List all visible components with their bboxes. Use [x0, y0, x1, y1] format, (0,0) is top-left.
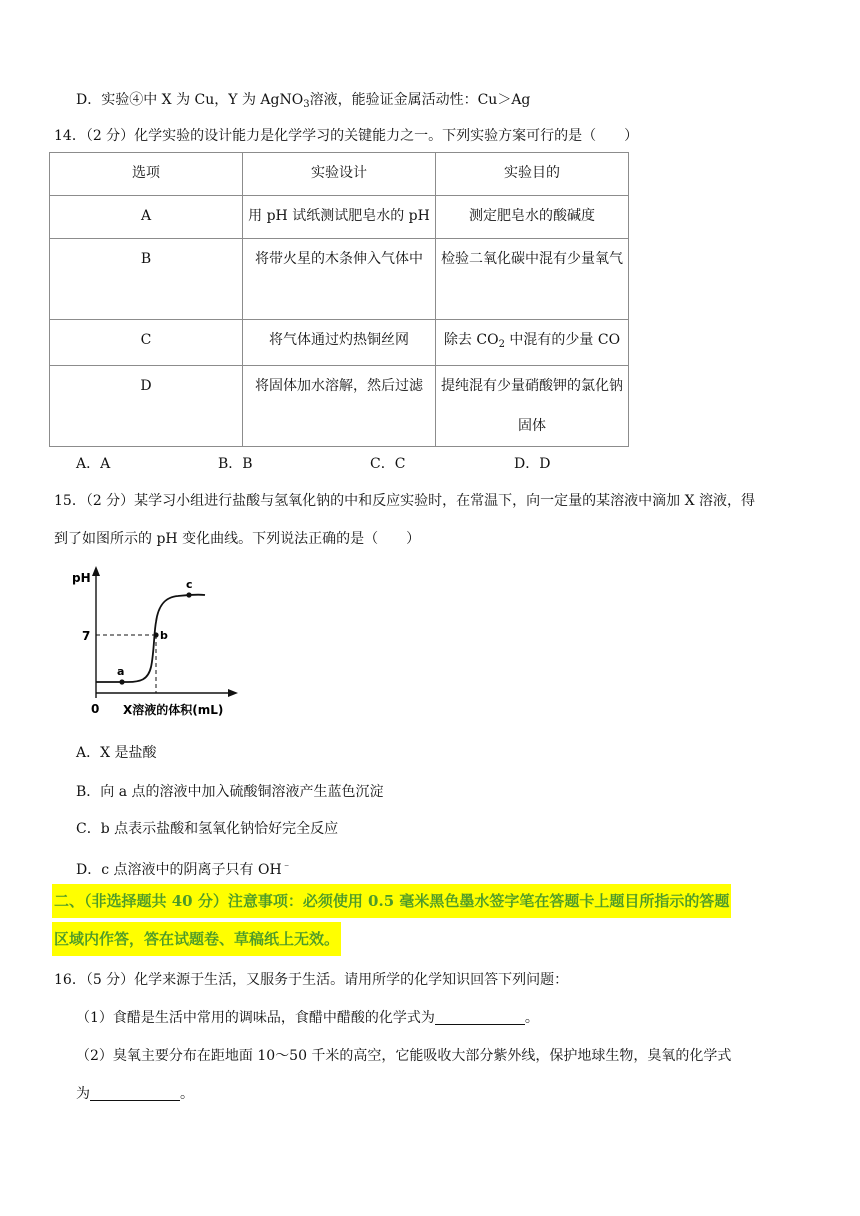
- point-c-marker: [186, 592, 191, 597]
- point-b-label: b: [160, 629, 168, 642]
- row-option: C: [50, 320, 243, 366]
- row-design: 将气体通过灼热铜丝网: [243, 320, 436, 366]
- row-purpose: 除去 $CO_2$ 中混有的少量 CO: [436, 320, 629, 366]
- q14-choice-d: D．D: [514, 456, 551, 472]
- q14-stem: 14．（2 分）化学实验的设计能力是化学学习的关键能力之一。下列实验方案可行的是（ ）: [54, 128, 639, 144]
- row-option: D: [50, 366, 243, 447]
- ph-curve: [96, 595, 205, 682]
- q15-option-c: C．b 点表示盐酸和氢氧化钠恰好完全反应: [76, 821, 339, 837]
- table-row: [50, 239, 629, 320]
- ph-curve-chart: [68, 562, 258, 722]
- header-purpose: 实验目的: [436, 153, 629, 196]
- q14-choice-a: A．A: [76, 456, 111, 472]
- q15-option-b: B．向 a 点的溶液中加入硫酸铜溶液产生蓝色沉淀: [76, 784, 384, 800]
- row-purpose: 检验二氧化碳中混有少量氧气: [436, 239, 629, 320]
- table-header-row: [50, 153, 629, 196]
- q15-stem-line2: 到了如图所示的 pH 变化曲线。下列说法正确的是（ ）: [54, 531, 421, 547]
- section2-notice-line1: 二、（非选择题共 40 分）注意事项：必须使用 0.5 毫米黑色墨水签字笔在答题卡上题目所指示的答题: [52, 884, 731, 918]
- q15-option-d: D．c 点溶液中的阴离子只有 OH﹣: [76, 860, 292, 878]
- row-design: 将固体加水溶解，然后过滤: [243, 366, 436, 447]
- header-design: 实验设计: [243, 153, 436, 196]
- row-purpose: 测定肥皂水的酸碱度: [436, 196, 629, 239]
- q14-choice-b: B．B: [218, 456, 253, 472]
- row-purpose: 提纯混有少量硝酸钾的氯化钠固体: [436, 366, 629, 447]
- row-option: A: [50, 196, 243, 239]
- origin-label: 0: [91, 702, 100, 716]
- row-design: 将带火星的木条伸入气体中: [243, 239, 436, 320]
- x-axis-label: X溶液的体积(mL): [123, 703, 224, 717]
- q13-option-d: D．实验④中 X 为 Cu，Y 为 AgNO$_3$溶液，能验证金属活动性：Cu＞Ag: [76, 92, 531, 110]
- table-row: [50, 366, 629, 447]
- section2-notice-line2: 区域内作答，答在试题卷、草稿纸上无效。: [52, 922, 341, 956]
- ytick-7: 7: [82, 629, 91, 643]
- header-option: 选项: [50, 153, 243, 196]
- q16-stem: 16．（5 分）化学来源于生活，又服务于生活。请用所学的化学知识回答下列问题：: [54, 972, 569, 988]
- row-design: 用 pH 试纸测试肥皂水的 pH: [243, 196, 436, 239]
- point-b-marker: [153, 632, 158, 637]
- row-option: B: [50, 239, 243, 320]
- q15-stem-line1: 15．（2 分）某学习小组进行盐酸与氢氧化钠的中和反应实验时，在常温下，向一定量的某溶液中滴加 X 溶液，得: [54, 493, 756, 509]
- answer-blank-1[interactable]: [435, 1010, 525, 1025]
- answer-blank-2[interactable]: [90, 1086, 180, 1101]
- q16-part2-line1: （2）臭氧主要分布在距地面 10～50 千米的高空，它能吸收大部分紫外线，保护地球生物，臭氧的化学式: [76, 1048, 732, 1064]
- q16-part1: （1）食醋是生活中常用的调味品，食醋中醋酸的化学式为 。: [76, 1010, 539, 1026]
- q16-part2-line2: 为 。: [76, 1086, 194, 1102]
- point-a-label: a: [117, 665, 125, 678]
- point-c-label: c: [186, 578, 193, 591]
- y-axis-arrow: [92, 566, 100, 576]
- q14-table: [49, 152, 629, 447]
- table-row: [50, 320, 629, 366]
- y-axis-label: pH: [72, 571, 91, 585]
- table-row: [50, 196, 629, 239]
- x-axis-arrow: [228, 689, 238, 697]
- q15-option-a: A．X 是盐酸: [76, 745, 157, 761]
- q14-choice-c: C．C: [370, 456, 406, 472]
- point-a-marker: [119, 679, 124, 684]
